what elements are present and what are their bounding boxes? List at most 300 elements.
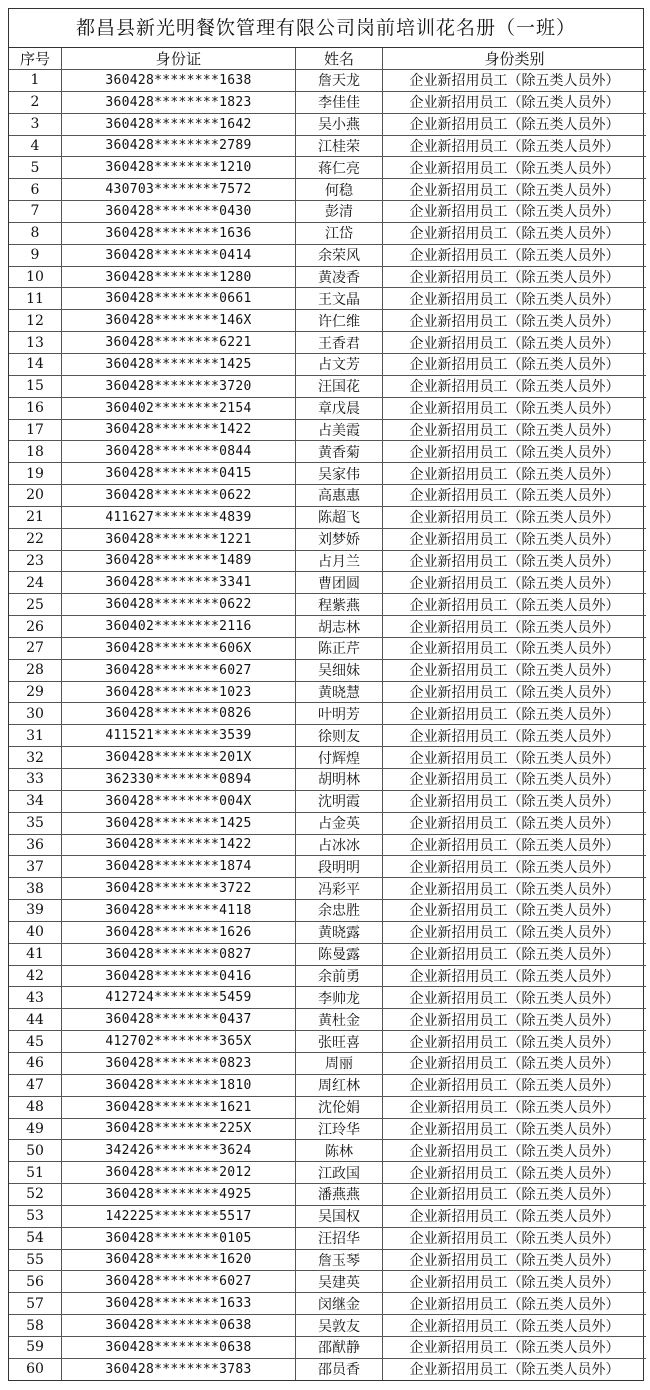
cell-type: 企业新招用员工（除五类人员外） [383, 135, 647, 157]
cell-type: 企业新招用员工（除五类人员外） [383, 1358, 647, 1379]
table-row [9, 375, 646, 397]
table-row [9, 135, 646, 157]
table-row [9, 1271, 646, 1293]
cell-type: 企业新招用员工（除五类人员外） [383, 113, 647, 135]
cell-no: 3 [9, 113, 62, 135]
cell-type: 企业新招用员工（除五类人员外） [383, 834, 647, 856]
cell-type: 企业新招用员工（除五类人员外） [383, 266, 647, 288]
cell-no: 23 [9, 550, 62, 572]
cell-type: 企业新招用员工（除五类人员外） [383, 201, 647, 223]
cell-type: 企业新招用员工（除五类人员外） [383, 1096, 647, 1118]
cell-name: 胡明林 [296, 769, 383, 791]
cell-id: 360428********201X [62, 747, 296, 769]
cell-no: 58 [9, 1315, 62, 1337]
table-row [9, 332, 646, 354]
cell-id: 360428********0416 [62, 965, 296, 987]
cell-type: 企业新招用员工（除五类人员外） [383, 878, 647, 900]
table-row [9, 441, 646, 463]
cell-type: 企业新招用员工（除五类人员外） [383, 856, 647, 878]
cell-name: 吴国权 [296, 1205, 383, 1227]
roster-sheet [8, 8, 644, 1381]
cell-type: 企业新招用员工（除五类人员外） [383, 353, 647, 375]
cell-no: 34 [9, 790, 62, 812]
cell-type: 企业新招用员工（除五类人员外） [383, 1118, 647, 1140]
cell-type: 企业新招用员工（除五类人员外） [383, 921, 647, 943]
table-row [9, 113, 646, 135]
table-row [9, 1118, 646, 1140]
cell-id: 360402********2116 [62, 616, 296, 638]
header-name: 姓名 [296, 48, 383, 70]
cell-no: 21 [9, 506, 62, 528]
table-row [9, 725, 646, 747]
table-row [9, 1074, 646, 1096]
table-row [9, 1358, 646, 1379]
cell-type: 企业新招用员工（除五类人员外） [383, 900, 647, 922]
cell-no: 50 [9, 1140, 62, 1162]
cell-id: 360428********3722 [62, 878, 296, 900]
cell-name: 王香君 [296, 332, 383, 354]
cell-type: 企业新招用员工（除五类人员外） [383, 375, 647, 397]
cell-no: 31 [9, 725, 62, 747]
cell-id: 430703********7572 [62, 179, 296, 201]
cell-id: 360428********6027 [62, 1271, 296, 1293]
cell-no: 32 [9, 747, 62, 769]
cell-name: 黄晓慧 [296, 681, 383, 703]
cell-name: 黄凌香 [296, 266, 383, 288]
cell-name: 陈曼露 [296, 943, 383, 965]
cell-no: 9 [9, 244, 62, 266]
cell-name: 邵员香 [296, 1358, 383, 1379]
cell-type: 企业新招用员工（除五类人员外） [383, 419, 647, 441]
table-row [9, 1227, 646, 1249]
cell-no: 1 [9, 70, 62, 92]
cell-no: 27 [9, 637, 62, 659]
cell-name: 程紫燕 [296, 594, 383, 616]
cell-no: 53 [9, 1205, 62, 1227]
cell-type: 企业新招用员工（除五类人员外） [383, 1140, 647, 1162]
table-row [9, 900, 646, 922]
cell-type: 企业新招用员工（除五类人员外） [383, 703, 647, 725]
cell-id: 360428********6027 [62, 659, 296, 681]
cell-id: 411521********3539 [62, 725, 296, 747]
cell-no: 8 [9, 222, 62, 244]
cell-name: 王文晶 [296, 288, 383, 310]
cell-type: 企业新招用员工（除五类人员外） [383, 725, 647, 747]
cell-type: 企业新招用员工（除五类人员外） [383, 1315, 647, 1337]
cell-name: 刘梦娇 [296, 528, 383, 550]
table-row [9, 1249, 646, 1271]
cell-no: 42 [9, 965, 62, 987]
table-row [9, 965, 646, 987]
cell-no: 26 [9, 616, 62, 638]
table-row [9, 1052, 646, 1074]
table-row [9, 637, 646, 659]
cell-id: 360428********1633 [62, 1293, 296, 1315]
table-row [9, 485, 646, 507]
cell-name: 周丽 [296, 1052, 383, 1074]
cell-id: 360428********2789 [62, 135, 296, 157]
roster-table [9, 48, 646, 1380]
cell-type: 企业新招用员工（除五类人员外） [383, 681, 647, 703]
cell-type: 企业新招用员工（除五类人员外） [383, 1031, 647, 1053]
cell-id: 360428********0844 [62, 441, 296, 463]
table-row [9, 419, 646, 441]
table-row [9, 266, 646, 288]
cell-name: 江岱 [296, 222, 383, 244]
cell-id: 360428********4118 [62, 900, 296, 922]
cell-id: 360428********0826 [62, 703, 296, 725]
cell-id: 360428********1638 [62, 70, 296, 92]
cell-type: 企业新招用员工（除五类人员外） [383, 222, 647, 244]
table-row [9, 179, 646, 201]
cell-type: 企业新招用员工（除五类人员外） [383, 965, 647, 987]
cell-no: 17 [9, 419, 62, 441]
table-row [9, 1205, 646, 1227]
cell-type: 企业新招用员工（除五类人员外） [383, 91, 647, 113]
cell-type: 企业新招用员工（除五类人员外） [383, 179, 647, 201]
cell-type: 企业新招用员工（除五类人员外） [383, 616, 647, 638]
cell-no: 28 [9, 659, 62, 681]
cell-type: 企业新招用员工（除五类人员外） [383, 528, 647, 550]
cell-id: 360428********1221 [62, 528, 296, 550]
cell-no: 7 [9, 201, 62, 223]
cell-id: 360428********4925 [62, 1184, 296, 1206]
cell-id: 360428********0414 [62, 244, 296, 266]
cell-no: 4 [9, 135, 62, 157]
table-row [9, 878, 646, 900]
cell-no: 24 [9, 572, 62, 594]
cell-no: 39 [9, 900, 62, 922]
cell-type: 企业新招用员工（除五类人员外） [383, 1227, 647, 1249]
cell-name: 黄香菊 [296, 441, 383, 463]
cell-name: 沈明霞 [296, 790, 383, 812]
header-row [9, 48, 646, 70]
cell-type: 企业新招用员工（除五类人员外） [383, 157, 647, 179]
cell-no: 10 [9, 266, 62, 288]
cell-type: 企业新招用员工（除五类人员外） [383, 790, 647, 812]
cell-name: 邵猷静 [296, 1336, 383, 1358]
cell-id: 360428********1642 [62, 113, 296, 135]
cell-id: 360428********0415 [62, 463, 296, 485]
cell-type: 企业新招用员工（除五类人员外） [383, 463, 647, 485]
cell-name: 余忠胜 [296, 900, 383, 922]
cell-id: 360428********1023 [62, 681, 296, 703]
cell-type: 企业新招用员工（除五类人员外） [383, 1336, 647, 1358]
cell-id: 360428********0437 [62, 1009, 296, 1031]
cell-no: 49 [9, 1118, 62, 1140]
cell-id: 360428********1636 [62, 222, 296, 244]
cell-no: 41 [9, 943, 62, 965]
table-row [9, 703, 646, 725]
cell-no: 16 [9, 397, 62, 419]
table-row [9, 812, 646, 834]
header-id: 身份证 [62, 48, 296, 70]
cell-type: 企业新招用员工（除五类人员外） [383, 1249, 647, 1271]
cell-id: 360428********1280 [62, 266, 296, 288]
cell-type: 企业新招用员工（除五类人员外） [383, 485, 647, 507]
cell-id: 360428********1823 [62, 91, 296, 113]
cell-name: 张旺喜 [296, 1031, 383, 1053]
cell-type: 企业新招用员工（除五类人员外） [383, 1074, 647, 1096]
table-row [9, 1184, 646, 1206]
roster-body [9, 70, 646, 1380]
cell-type: 企业新招用员工（除五类人员外） [383, 594, 647, 616]
table-row [9, 681, 646, 703]
cell-name: 何稳 [296, 179, 383, 201]
cell-name: 江桂荣 [296, 135, 383, 157]
cell-name: 吴小燕 [296, 113, 383, 135]
cell-no: 56 [9, 1271, 62, 1293]
cell-name: 付辉煌 [296, 747, 383, 769]
table-row [9, 550, 646, 572]
cell-no: 33 [9, 769, 62, 791]
cell-name: 段明明 [296, 856, 383, 878]
cell-id: 360428********0638 [62, 1336, 296, 1358]
cell-no: 54 [9, 1227, 62, 1249]
cell-name: 江玲华 [296, 1118, 383, 1140]
cell-type: 企业新招用员工（除五类人员外） [383, 943, 647, 965]
cell-no: 51 [9, 1162, 62, 1184]
cell-no: 59 [9, 1336, 62, 1358]
cell-type: 企业新招用员工（除五类人员外） [383, 1293, 647, 1315]
cell-id: 360428********3783 [62, 1358, 296, 1379]
cell-type: 企业新招用员工（除五类人员外） [383, 441, 647, 463]
cell-type: 企业新招用员工（除五类人员外） [383, 550, 647, 572]
cell-name: 占金英 [296, 812, 383, 834]
cell-no: 2 [9, 91, 62, 113]
cell-name: 詹玉琴 [296, 1249, 383, 1271]
cell-name: 冯彩平 [296, 878, 383, 900]
cell-type: 企业新招用员工（除五类人员外） [383, 1271, 647, 1293]
cell-name: 叶明芳 [296, 703, 383, 725]
cell-type: 企业新招用员工（除五类人员外） [383, 1184, 647, 1206]
table-row [9, 856, 646, 878]
cell-name: 黄晓露 [296, 921, 383, 943]
cell-name: 徐则友 [296, 725, 383, 747]
cell-name: 吴家伟 [296, 463, 383, 485]
cell-id: 360428********0661 [62, 288, 296, 310]
cell-id: 360428********0622 [62, 485, 296, 507]
cell-no: 30 [9, 703, 62, 725]
cell-id: 360428********3720 [62, 375, 296, 397]
cell-name: 闵继金 [296, 1293, 383, 1315]
cell-id: 360428********1874 [62, 856, 296, 878]
cell-name: 李帅龙 [296, 987, 383, 1009]
cell-type: 企业新招用员工（除五类人员外） [383, 637, 647, 659]
cell-name: 彭清 [296, 201, 383, 223]
cell-no: 48 [9, 1096, 62, 1118]
cell-no: 47 [9, 1074, 62, 1096]
table-row [9, 987, 646, 1009]
cell-type: 企业新招用员工（除五类人员外） [383, 1205, 647, 1227]
cell-id: 360402********2154 [62, 397, 296, 419]
cell-name: 占文芳 [296, 353, 383, 375]
table-row [9, 834, 646, 856]
cell-type: 企业新招用员工（除五类人员外） [383, 572, 647, 594]
cell-type: 企业新招用员工（除五类人员外） [383, 1052, 647, 1074]
cell-no: 55 [9, 1249, 62, 1271]
cell-type: 企业新招用员工（除五类人员外） [383, 70, 647, 92]
cell-id: 360428********0638 [62, 1315, 296, 1337]
cell-type: 企业新招用员工（除五类人员外） [383, 310, 647, 332]
cell-id: 360428********146X [62, 310, 296, 332]
cell-no: 36 [9, 834, 62, 856]
cell-name: 潘燕燕 [296, 1184, 383, 1206]
cell-no: 15 [9, 375, 62, 397]
cell-no: 5 [9, 157, 62, 179]
table-row [9, 616, 646, 638]
header-no: 序号 [9, 48, 62, 70]
cell-type: 企业新招用员工（除五类人员外） [383, 332, 647, 354]
table-row [9, 244, 646, 266]
cell-no: 12 [9, 310, 62, 332]
cell-no: 38 [9, 878, 62, 900]
table-row [9, 943, 646, 965]
cell-id: 360428********1810 [62, 1074, 296, 1096]
cell-id: 360428********1489 [62, 550, 296, 572]
cell-name: 吴细妹 [296, 659, 383, 681]
cell-no: 57 [9, 1293, 62, 1315]
page-title: 都昌县新光明餐饮管理有限公司岗前培训花名册（一班） [9, 9, 643, 48]
cell-no: 14 [9, 353, 62, 375]
cell-name: 占冰冰 [296, 834, 383, 856]
cell-id: 360428********0823 [62, 1052, 296, 1074]
table-row [9, 594, 646, 616]
cell-name: 沈伦娟 [296, 1096, 383, 1118]
cell-type: 企业新招用员工（除五类人员外） [383, 1162, 647, 1184]
cell-no: 43 [9, 987, 62, 1009]
cell-id: 360428********1425 [62, 812, 296, 834]
table-row [9, 1336, 646, 1358]
cell-name: 李佳佳 [296, 91, 383, 113]
cell-type: 企业新招用员工（除五类人员外） [383, 1009, 647, 1031]
cell-id: 360428********1626 [62, 921, 296, 943]
cell-id: 360428********3341 [62, 572, 296, 594]
table-row [9, 310, 646, 332]
cell-id: 360428********0622 [62, 594, 296, 616]
table-row [9, 91, 646, 113]
cell-type: 企业新招用员工（除五类人员外） [383, 659, 647, 681]
table-row [9, 70, 646, 92]
cell-no: 52 [9, 1184, 62, 1206]
cell-type: 企业新招用员工（除五类人员外） [383, 987, 647, 1009]
cell-no: 46 [9, 1052, 62, 1074]
table-row [9, 659, 646, 681]
cell-name: 占美霞 [296, 419, 383, 441]
cell-type: 企业新招用员工（除五类人员外） [383, 769, 647, 791]
table-row [9, 769, 646, 791]
cell-name: 周红林 [296, 1074, 383, 1096]
cell-no: 18 [9, 441, 62, 463]
cell-no: 25 [9, 594, 62, 616]
table-row [9, 1140, 646, 1162]
cell-name: 黄杜金 [296, 1009, 383, 1031]
cell-no: 40 [9, 921, 62, 943]
cell-no: 60 [9, 1358, 62, 1379]
cell-name: 陈林 [296, 1140, 383, 1162]
cell-no: 45 [9, 1031, 62, 1053]
cell-id: 360428********0105 [62, 1227, 296, 1249]
table-row [9, 572, 646, 594]
cell-name: 詹天龙 [296, 70, 383, 92]
cell-no: 29 [9, 681, 62, 703]
table-row [9, 1031, 646, 1053]
cell-id: 360428********0827 [62, 943, 296, 965]
cell-id: 360428********606X [62, 637, 296, 659]
cell-name: 蒋仁亮 [296, 157, 383, 179]
cell-id: 142225********5517 [62, 1205, 296, 1227]
header-type: 身份类别 [383, 48, 647, 70]
cell-name: 余荣风 [296, 244, 383, 266]
table-row [9, 288, 646, 310]
table-row [9, 1096, 646, 1118]
cell-name: 汪招华 [296, 1227, 383, 1249]
cell-type: 企业新招用员工（除五类人员外） [383, 288, 647, 310]
cell-id: 362330********0894 [62, 769, 296, 791]
table-row [9, 353, 646, 375]
cell-id: 360428********1422 [62, 419, 296, 441]
table-row [9, 506, 646, 528]
cell-id: 360428********225X [62, 1118, 296, 1140]
cell-no: 37 [9, 856, 62, 878]
cell-id: 360428********1620 [62, 1249, 296, 1271]
cell-type: 企业新招用员工（除五类人员外） [383, 397, 647, 419]
table-row [9, 747, 646, 769]
cell-id: 412724********5459 [62, 987, 296, 1009]
cell-name: 余前勇 [296, 965, 383, 987]
cell-no: 11 [9, 288, 62, 310]
table-row [9, 1315, 646, 1337]
cell-name: 许仁维 [296, 310, 383, 332]
cell-no: 35 [9, 812, 62, 834]
cell-id: 360428********004X [62, 790, 296, 812]
table-row [9, 921, 646, 943]
cell-type: 企业新招用员工（除五类人员外） [383, 812, 647, 834]
table-row [9, 397, 646, 419]
cell-id: 342426********3624 [62, 1140, 296, 1162]
table-row [9, 1293, 646, 1315]
cell-name: 胡志林 [296, 616, 383, 638]
cell-id: 360428********1422 [62, 834, 296, 856]
cell-name: 占月兰 [296, 550, 383, 572]
cell-name: 曹团圆 [296, 572, 383, 594]
cell-id: 360428********1621 [62, 1096, 296, 1118]
cell-no: 22 [9, 528, 62, 550]
cell-id: 412702********365X [62, 1031, 296, 1053]
cell-name: 汪国花 [296, 375, 383, 397]
table-row [9, 1162, 646, 1184]
table-row [9, 157, 646, 179]
cell-no: 20 [9, 485, 62, 507]
cell-no: 19 [9, 463, 62, 485]
cell-id: 360428********2012 [62, 1162, 296, 1184]
cell-name: 吴建英 [296, 1271, 383, 1293]
table-row [9, 201, 646, 223]
cell-id: 360428********1210 [62, 157, 296, 179]
cell-no: 13 [9, 332, 62, 354]
cell-id: 360428********6221 [62, 332, 296, 354]
table-row [9, 528, 646, 550]
cell-id: 411627********4839 [62, 506, 296, 528]
cell-no: 6 [9, 179, 62, 201]
table-row [9, 790, 646, 812]
cell-type: 企业新招用员工（除五类人员外） [383, 747, 647, 769]
table-row [9, 463, 646, 485]
cell-name: 陈正芹 [296, 637, 383, 659]
cell-id: 360428********1425 [62, 353, 296, 375]
cell-name: 高惠惠 [296, 485, 383, 507]
cell-name: 吴敦友 [296, 1315, 383, 1337]
